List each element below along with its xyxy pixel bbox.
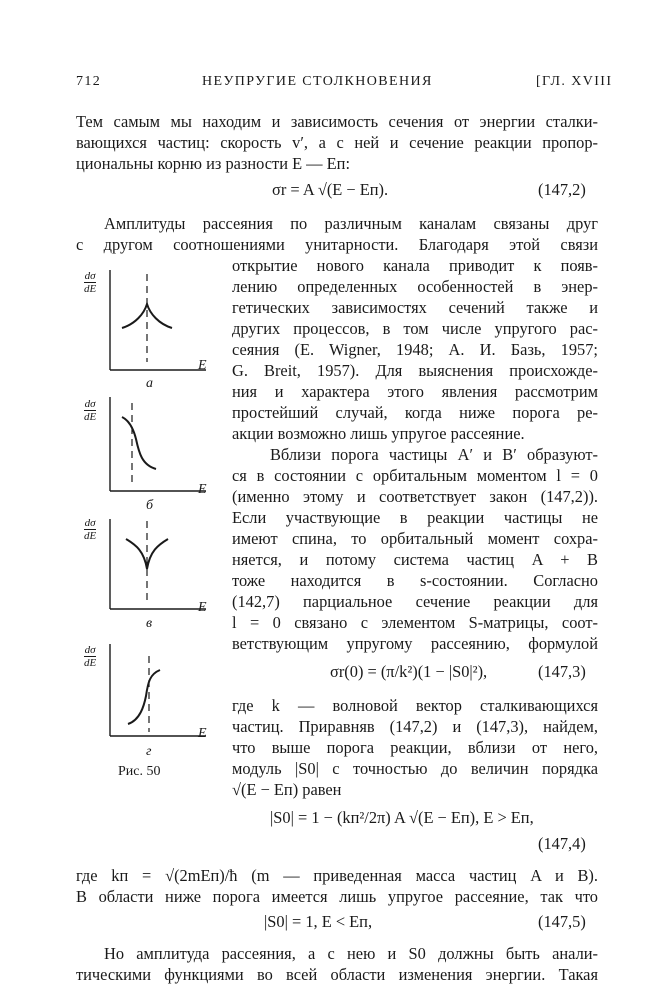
- body-line: где kп = √(2mEп)/ħ (m — приведенная масса частиц A и B).: [76, 866, 598, 885]
- body-line: (142,7) парциальное сечение реакции для: [232, 592, 598, 611]
- body-line: сеяния (E. Wigner, 1948; А. И. Базь, 1957;: [232, 340, 598, 359]
- body-line: тическими функциями во всей области изменения энергии. Такая: [76, 965, 598, 984]
- body-line: няется, и потому система частиц A + B: [232, 550, 598, 569]
- figure-panel-label: г: [146, 744, 152, 759]
- equation-number: (147,2): [538, 180, 586, 199]
- body-line: Но амплитуда рассеяния, а с нею и S0 должны быть анали-: [104, 944, 598, 963]
- body-line: l = 0 связано с элементом S-матрицы, соот-: [232, 613, 598, 632]
- figure-ylabel: dσ dE: [84, 517, 97, 542]
- body-line: лению определенных особенностей в энер-: [232, 277, 598, 296]
- equation-147-4: |S0| = 1 − (kп²/2π) A √(E − Eп), E > Eп,: [270, 808, 534, 827]
- figure-xlabel: E: [198, 358, 207, 373]
- figure-xlabel: E: [198, 482, 207, 497]
- body-line: вающихся частиц: скорость v′, а с ней и сечение реакции пропор-: [76, 133, 598, 152]
- body-line: тоже находится в s-состоянии. Согласно: [232, 571, 598, 590]
- figure-xlabel: E: [198, 600, 207, 615]
- body-line: других процессов, в том числе упругого рас-: [232, 319, 598, 338]
- figure-panel-a: [80, 266, 230, 391]
- body-line: имеют спина, то орбитальный момент сохра-: [232, 529, 598, 548]
- figure-panel-label: в: [146, 616, 153, 631]
- running-title: НЕУПРУГИЕ СТОЛКНОВЕНИЯ: [202, 74, 433, 89]
- body-line: В области ниже порога имеется лишь упругое рассеяние, так что: [76, 887, 598, 906]
- body-line: ветствующим упругому рассеянию, формулой: [232, 634, 598, 653]
- body-line: Тем самым мы находим и зависимость сечения от энергии сталки-: [76, 112, 598, 131]
- equation-147-2: σr = A √(E − Eп).: [272, 180, 389, 199]
- figure-caption: Рис. 50: [118, 764, 161, 779]
- body-line: Амплитуды рассеяния по различным каналам связаны друг: [104, 214, 598, 233]
- body-line: G. Breit, 1957). Для выяснения происхожде-: [232, 361, 598, 380]
- body-line: Вблизи порога частицы A′ и B′ образуют-: [270, 445, 598, 464]
- body-line: ся в состоянии с орбитальным моментом l = 0: [232, 466, 598, 485]
- body-line: с другом соотношениями унитарности. Благодаря этой связи: [76, 235, 598, 254]
- body-line: что выше порога реакции, вблизи от него,: [232, 738, 598, 757]
- body-line: гетических зависимостях сечений также и: [232, 298, 598, 317]
- body-line: модуль |S0| с точностью до величин порядка: [232, 759, 598, 778]
- equation-number: (147,5): [538, 912, 586, 931]
- figure-ylabel: dσ dE: [84, 398, 97, 423]
- figure-panel-g: [80, 640, 230, 765]
- equation-number: (147,4): [538, 834, 586, 853]
- body-line: циональны корню из разности E — Eп:: [76, 154, 351, 173]
- figure-panel-v: [80, 513, 230, 638]
- figure-panel-label: а: [146, 376, 153, 391]
- page-number: 712: [76, 74, 102, 89]
- body-line: акции возможно лишь упругое рассеяние.: [232, 424, 525, 443]
- figure-panel-label: б: [146, 498, 154, 513]
- body-line: Если участвующие в реакции частицы не: [232, 508, 598, 527]
- body-line: открытие нового канала приводит к появ-: [232, 256, 598, 275]
- chapter-label: [ГЛ. XVIII: [536, 74, 613, 89]
- body-line: простейший случай, когда ниже порога ре-: [232, 403, 598, 422]
- equation-number: (147,3): [538, 662, 586, 681]
- figure-panel-b: [80, 393, 230, 518]
- body-line: частиц. Приравняв (147,2) и (147,3), найдем,: [232, 717, 598, 736]
- equation-147-3: σr(0) = (π/k²)(1 − |S0|²),: [330, 662, 488, 681]
- body-line: √(E − Eп) равен: [232, 780, 342, 799]
- body-line: (именно этому и соответствует закон (147,2)).: [232, 487, 598, 506]
- figure-xlabel: E: [198, 726, 207, 741]
- figure-ylabel: dσ dE: [84, 644, 97, 669]
- equation-147-5: |S0| = 1, E < Eп,: [264, 912, 373, 931]
- figure-ylabel: dσ dE: [84, 270, 97, 295]
- body-line: ния и характера этого явления рассмотрим: [232, 382, 598, 401]
- body-line: где k — волновой вектор сталкивающихся: [232, 696, 598, 715]
